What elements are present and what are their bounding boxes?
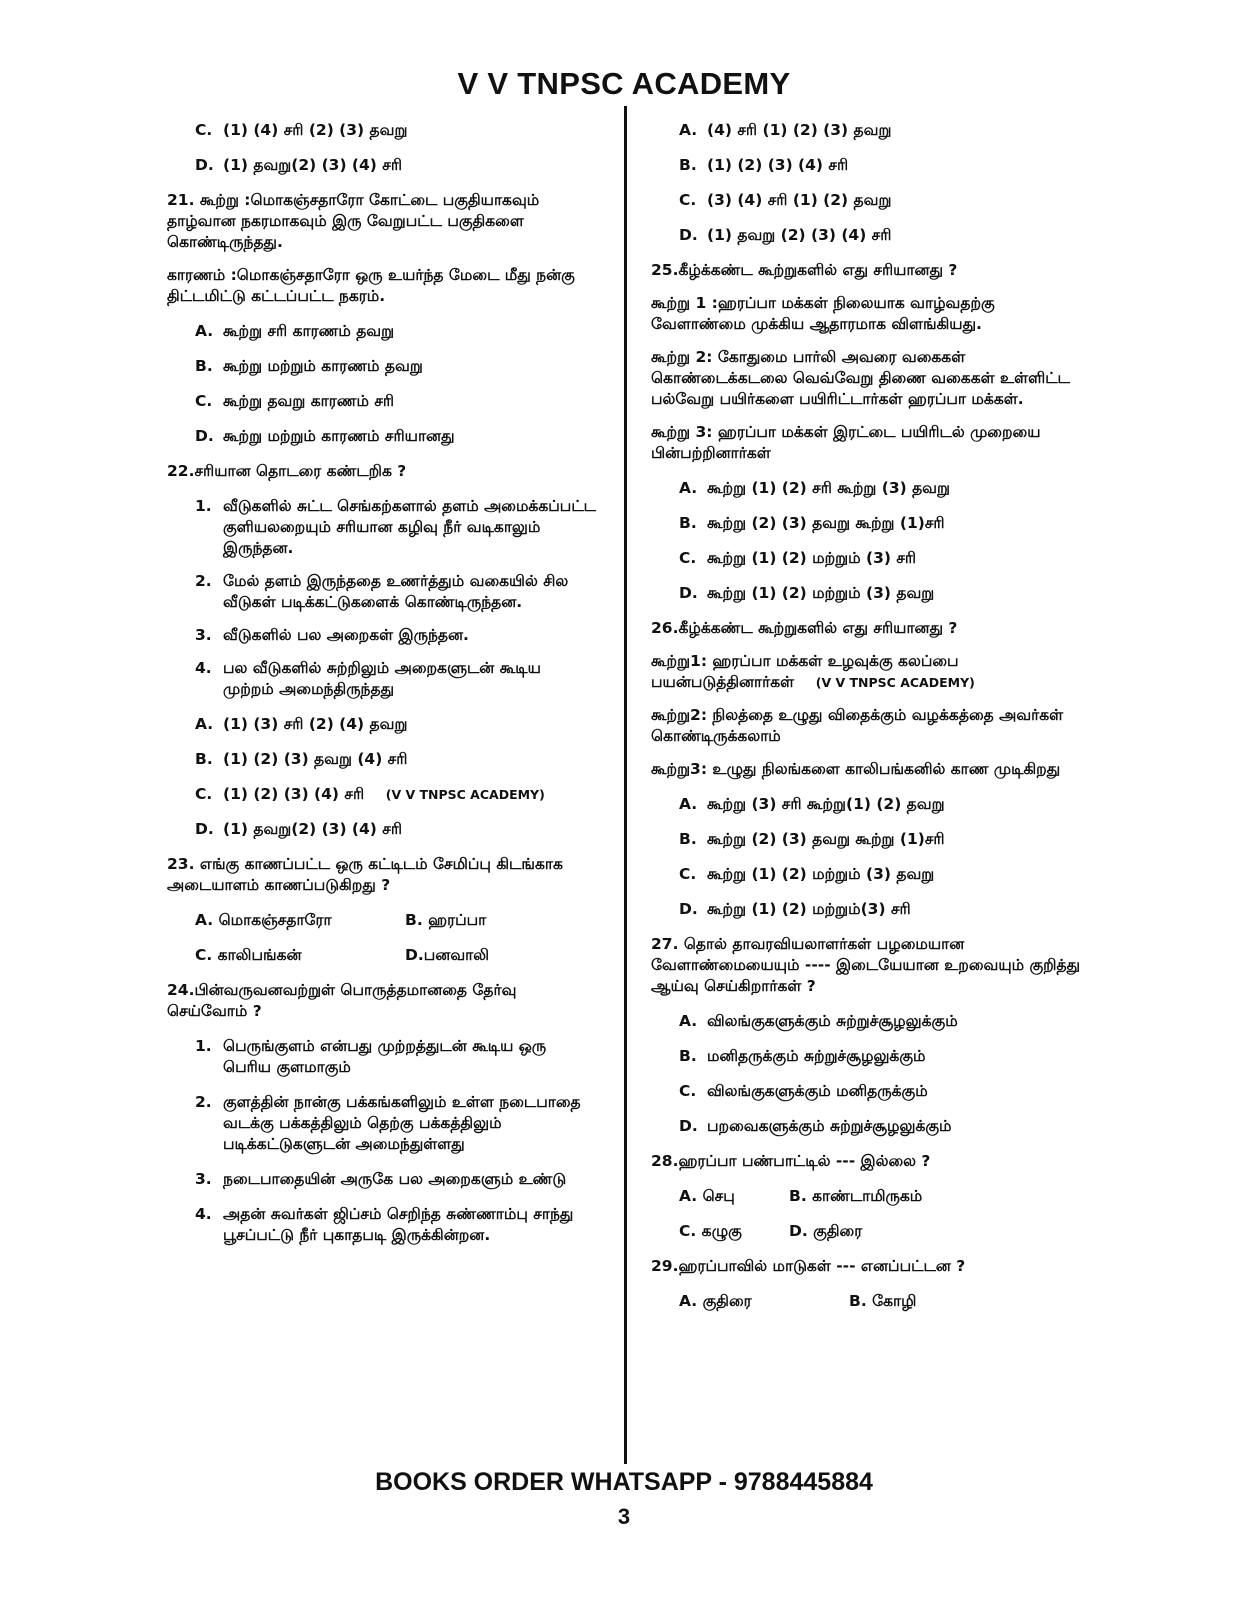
- q22-item-2: 2. மேல் தளம் இருந்ததை உணர்த்தும் வகையில் சில வீடுகள் படிக்கட்டுகளைக் கொண்டிருந்தன.: [195, 572, 569, 611]
- q28-option-a: A. செபு: [679, 1187, 735, 1205]
- q21-option-a: A. கூற்று சரி காரணம் தவறு: [195, 322, 395, 340]
- q25-option-c: C. கூற்று (1) (2) மற்றும் (3) சரி: [679, 549, 917, 567]
- page-header: V V TNPSC ACADEMY: [457, 66, 791, 101]
- q26-option-c: C. கூற்று (1) (2) மற்றும் (3) தவறு: [679, 865, 935, 883]
- option-a: A. (4) சரி (1) (2) (3) தவறு: [679, 121, 892, 139]
- q21-option-d: D. கூற்று மற்றும் காரணம் சரியானது: [195, 427, 455, 445]
- q26-statement-1: கூற்று1: ஹரப்பா மக்கள் உழவுக்கு கலப்பை பயன்படுத்தினார்கள் (V V TNPSC ACADEMY): [651, 652, 975, 691]
- q29-options-ab: [679, 1291, 1091, 1312]
- q28-option-c: C. கழுகு: [679, 1222, 742, 1240]
- page-footer: BOOKS ORDER WHATSAPP - 9788445884: [375, 1468, 873, 1496]
- q24-item-4: 4. அதன் சுவர்கள் ஜிப்சம் செறிந்த சுண்ணாம்பு சாந்து பூசப்பட்டு நீர் புகாதபடி இருக்கின்றன.: [195, 1205, 574, 1244]
- q25-statement-3: கூற்று 3: ஹரப்பா மக்கள் இரட்டை பயிரிடல் முறையை பின்பற்றினார்கள்: [651, 423, 1041, 462]
- option-b: B. (1) (2) (3) (4) சரி: [679, 156, 849, 174]
- q26-option-a: A. கூற்று (3) சரி கூற்று(1) (2) தவறு: [679, 795, 945, 813]
- q27-option-c: C. விலங்குகளுக்கும் மனிதருக்கும்: [679, 1082, 928, 1100]
- q27-option-a: A. விலங்குகளுக்கும் சுற்றுச்சூழலுக்கும்: [679, 1012, 958, 1030]
- q25-option-b: B. கூற்று (2) (3) தவறு கூற்று (1)சரி: [679, 514, 945, 532]
- option-d: D. (1) தவறு (2) (3) (4) சரி: [679, 226, 892, 244]
- q23-options-cd: [195, 945, 597, 966]
- left-column: [167, 120, 597, 1246]
- q29-option-a: A. குதிரை: [679, 1292, 752, 1310]
- q21-option-c: C. கூற்று தவறு காரணம் சரி: [195, 392, 395, 410]
- q29-option-b: B. கோழி: [849, 1292, 917, 1310]
- right-column: [651, 120, 1091, 1312]
- q28-options-cd: [679, 1221, 1091, 1242]
- q23-option-a: A. மொகஞ்சதாரோ: [195, 911, 332, 929]
- page-number: 3: [617, 1504, 631, 1529]
- q22-option-d: D. (1) தவறு(2) (3) (4) சரி: [195, 820, 403, 838]
- q25-statement-1: கூற்று 1 :ஹரப்பா மக்கள் நிலையாக வாழ்வதற்கு வேளாண்மை முக்கிய ஆதாரமாக விளங்கியது.: [651, 294, 995, 333]
- q24-item-1: 1. பெருங்குளம் என்பது முற்றத்துடன் கூடிய ஒரு பெரிய குளமாகும்: [195, 1037, 547, 1076]
- q22-option-a: A. (1) (3) சரி (2) (4) தவறு: [195, 715, 408, 733]
- q23-option-d: D.பனவாலி: [405, 946, 490, 964]
- watermark-note: (V V TNPSC ACADEMY): [815, 675, 975, 690]
- q25-statement-2: கூற்று 2: கோதுமை பார்லி அவரை வகைகள் கொண்டைக்கடலை வெவ்வேறு திணை வகைகள் உள்ளிட்ட பல்வேறு பயிர்களை பயிரிட்டார்கள் ஹரப்பா மக்கள்.: [651, 348, 1070, 408]
- q28-option-d: D. குதிரை: [789, 1222, 863, 1240]
- option-d: D. (1) தவறு(2) (3) (4) சரி: [195, 156, 403, 174]
- option-c: C. (3) (4) சரி (1) (2) தவறு: [679, 191, 892, 209]
- q24-item-3: 3. நடைபாதையின் அருகே பல அறைகளும் உண்டு: [195, 1170, 567, 1188]
- q27-question: 27. தொல் தாவரவியலாளர்கள் பழமையான வேளாண்மையையும் ---- இடையேயான உறவையும் குறித்து ஆய்வு செய்கிறார்கள் ?: [651, 935, 1081, 995]
- q28-options-ab: [679, 1186, 1091, 1207]
- q25-option-a: A. கூற்று (1) (2) சரி கூற்று (3) தவறு: [679, 479, 950, 497]
- q23-option-b: B. ஹரப்பா: [405, 911, 487, 929]
- column-divider: [624, 106, 627, 1464]
- q26-statement-2: கூற்று2: நிலத்தை உழுது விதைக்கும் வழக்கத்தை அவர்கள் கொண்டிருக்கலாம்: [651, 706, 1064, 745]
- watermark-note: (V V TNPSC ACADEMY): [385, 787, 545, 802]
- q22-item-4: 4. பல வீடுகளில் சுற்றிலும் அறைகளுடன் கூடிய முற்றம் அமைந்திருந்தது: [195, 659, 541, 698]
- q26-option-b: B. கூற்று (2) (3) தவறு கூற்று (1)சரி: [679, 830, 945, 848]
- q23-question: 23. எங்கு காணப்பட்ட ஒரு கட்டிடம் சேமிப்பு கிடங்காக அடையாளம் காணப்படுகிறது ?: [167, 855, 563, 894]
- q28-question: 28.ஹரப்பா பண்பாட்டில் --- இல்லை ?: [651, 1152, 931, 1170]
- q27-option-b: B. மனிதருக்கும் சுற்றுச்சூழலுக்கும்: [679, 1047, 926, 1065]
- q24-question: 24.பின்வருவனவற்றுள் பொருத்தமானதை தேர்வு செய்வோம் ?: [167, 981, 517, 1020]
- q28-option-b: B. காண்டாமிருகம்: [789, 1187, 923, 1205]
- q26-statement-3: கூற்று3: உழுது நிலங்களை காலிபங்கனில் காண முடிகிறது: [651, 760, 1061, 778]
- q25-option-d: D. கூற்று (1) (2) மற்றும் (3) தவறு: [679, 584, 935, 602]
- q23-option-c: C. காலிபங்கன்: [195, 946, 302, 964]
- q29-question: 29.ஹரப்பாவில் மாடுகள் --- எனப்பட்டன ?: [651, 1257, 966, 1275]
- q23-options-ab: [195, 910, 597, 931]
- q22-item-3: 3. வீடுகளில் பல அறைகள் இருந்தன.: [195, 626, 469, 644]
- option-c: C. (1) (4) சரி (2) (3) தவறு: [195, 121, 408, 139]
- q22-item-1: 1. வீடுகளில் சுட்ட செங்கற்களால் தளம் அமைக்கப்பட்ட குளியலறையும் சரியான கழிவு நீர் வடிகாலும் இருந்தன.: [195, 497, 596, 557]
- q27-option-d: D. பறவைகளுக்கும் சுற்றுச்சூழலுக்கும்: [679, 1117, 952, 1135]
- q22-option-c: C. (1) (2) (3) (4) சரி (V V TNPSC ACADEMY): [195, 785, 545, 803]
- q22-option-b: B. (1) (2) (3) தவறு (4) சரி: [195, 750, 408, 768]
- q21-statement: 21. கூற்று :மொகஞ்சதாரோ கோட்டை பகுதியாகவும் தாழ்வான நகரமாகவும் இரு வேறுபட்ட பகுதிகளை கொண்டிருந்தது.: [167, 191, 540, 251]
- q26-option-d: D. கூற்று (1) (2) மற்றும்(3) சரி: [679, 900, 911, 918]
- q21-option-b: B. கூற்று மற்றும் காரணம் தவறு: [195, 357, 423, 375]
- q22-question: 22.சரியான தொடரை கண்டறிக ?: [167, 462, 407, 480]
- q24-item-2: 2. குளத்தின் நான்கு பக்கங்களிலும் உள்ள நடைபாதை வடக்கு பக்கத்திலும் தெற்கு பக்கத்திலும் படிக்கட்டுகளுடன் அமைந்துள்ளது: [195, 1093, 581, 1153]
- q21-reason: காரணம் :மொகஞ்சதாரோ ஒரு உயர்ந்த மேடை மீது நன்கு திட்டமிட்டு கட்டப்பட்ட நகரம்.: [167, 266, 575, 305]
- q25-question: 25.கீழ்க்கண்ட கூற்றுகளில் எது சரியானது ?: [651, 261, 958, 279]
- q26-question: 26.கீழ்க்கண்ட கூற்றுகளில் எது சரியானது ?: [651, 619, 958, 637]
